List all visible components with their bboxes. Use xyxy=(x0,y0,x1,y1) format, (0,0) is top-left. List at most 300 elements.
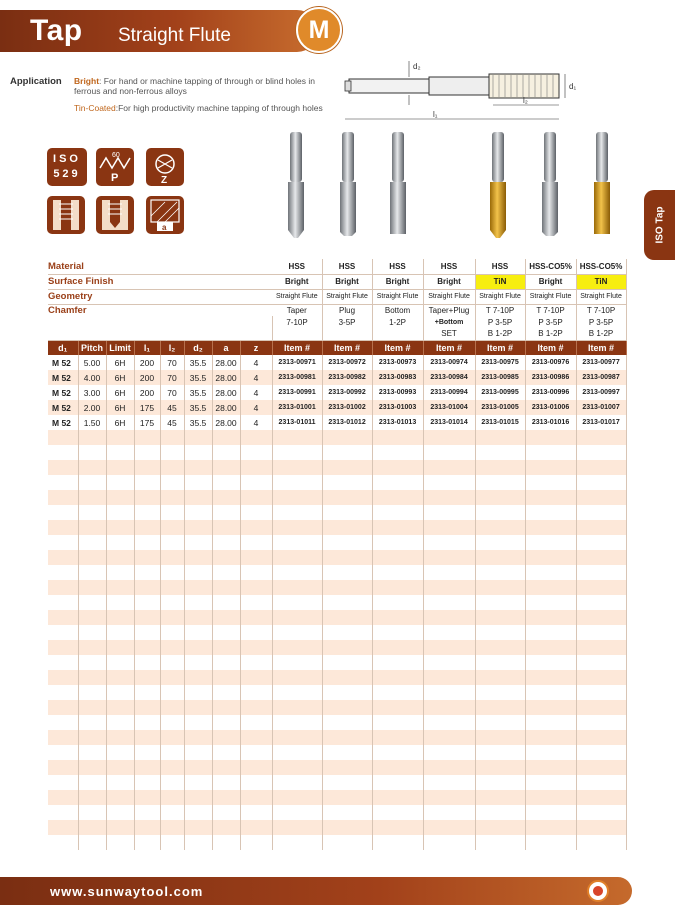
surface-cell: Bright xyxy=(423,274,475,289)
empty-cell xyxy=(576,760,626,775)
empty-cell xyxy=(576,475,626,490)
empty-cell xyxy=(272,460,322,475)
empty-cell xyxy=(48,760,78,775)
angle-text: 60 xyxy=(112,152,120,159)
column-header: z xyxy=(240,340,272,355)
chamfer-cell: Taper xyxy=(272,304,322,316)
empty-cell xyxy=(475,550,525,565)
item-number-cell: 2313-01016 xyxy=(525,415,576,430)
empty-cell xyxy=(525,805,576,820)
empty-cell xyxy=(78,655,106,670)
empty-cell xyxy=(372,565,423,580)
empty-cell xyxy=(184,775,212,790)
empty-cell xyxy=(160,805,184,820)
empty-cell xyxy=(475,640,525,655)
empty-cell xyxy=(525,445,576,460)
empty-cell xyxy=(212,430,240,445)
empty-cell xyxy=(106,580,134,595)
empty-cell xyxy=(423,520,475,535)
empty-cell xyxy=(475,460,525,475)
empty-table-row xyxy=(48,835,626,850)
empty-cell xyxy=(322,820,372,835)
empty-cell xyxy=(48,685,78,700)
geometry-cell: Straight Flute xyxy=(576,289,626,304)
tap-photo-1 xyxy=(288,132,304,238)
empty-cell xyxy=(423,505,475,520)
bright-key: Bright xyxy=(74,76,100,86)
empty-cell xyxy=(160,790,184,805)
empty-table-row xyxy=(48,550,626,565)
item-number-cell: 2313-01007 xyxy=(576,400,626,415)
surface-cell: Bright xyxy=(272,274,322,289)
empty-cell xyxy=(576,790,626,805)
empty-cell xyxy=(272,610,322,625)
empty-cell xyxy=(106,430,134,445)
table-cell: M 52 xyxy=(48,355,78,370)
empty-cell xyxy=(48,700,78,715)
empty-cell xyxy=(134,475,160,490)
empty-cell xyxy=(525,520,576,535)
table-cell: M 52 xyxy=(48,370,78,385)
empty-cell xyxy=(272,565,322,580)
empty-cell xyxy=(134,745,160,760)
empty-cell xyxy=(48,640,78,655)
column-header: Item # xyxy=(576,340,626,355)
surface-cell: Bright xyxy=(322,274,372,289)
empty-cell xyxy=(272,775,322,790)
empty-cell xyxy=(134,685,160,700)
empty-cell xyxy=(134,535,160,550)
empty-cell xyxy=(475,655,525,670)
item-number-cell: 2313-01005 xyxy=(475,400,525,415)
empty-cell xyxy=(134,775,160,790)
empty-cell xyxy=(212,670,240,685)
empty-cell xyxy=(48,430,78,445)
empty-cell xyxy=(240,475,272,490)
empty-cell xyxy=(106,535,134,550)
chamfer-cell: Taper+Plug xyxy=(423,304,475,316)
empty-cell xyxy=(106,475,134,490)
chamfer-cell: B 1-2P xyxy=(475,328,525,340)
empty-cell xyxy=(184,760,212,775)
empty-cell xyxy=(525,490,576,505)
empty-cell xyxy=(525,760,576,775)
thread-angle-icon xyxy=(96,148,134,186)
empty-cell xyxy=(134,625,160,640)
chamfer-cell xyxy=(322,328,372,340)
empty-table-row xyxy=(48,640,626,655)
geometry-row xyxy=(48,289,626,304)
empty-cell xyxy=(475,715,525,730)
empty-cell xyxy=(212,490,240,505)
empty-cell xyxy=(475,445,525,460)
item-number-cell: 2313-00977 xyxy=(576,355,626,370)
empty-cell xyxy=(212,520,240,535)
empty-cell xyxy=(475,745,525,760)
empty-cell xyxy=(134,520,160,535)
empty-cell xyxy=(48,595,78,610)
empty-cell xyxy=(576,445,626,460)
empty-cell xyxy=(576,520,626,535)
empty-cell xyxy=(475,610,525,625)
footer-url[interactable]: www.sunwaytool.com xyxy=(50,884,204,899)
empty-cell xyxy=(475,790,525,805)
empty-cell xyxy=(78,760,106,775)
empty-cell xyxy=(134,805,160,820)
empty-cell xyxy=(322,805,372,820)
empty-cell xyxy=(423,655,475,670)
geometry-label: Geometry xyxy=(48,289,272,304)
empty-cell xyxy=(475,520,525,535)
empty-cell xyxy=(78,640,106,655)
table-cell: 4 xyxy=(240,385,272,400)
empty-cell xyxy=(134,730,160,745)
empty-cell xyxy=(322,445,372,460)
empty-cell xyxy=(423,610,475,625)
empty-cell xyxy=(134,790,160,805)
empty-cell xyxy=(322,640,372,655)
empty-cell xyxy=(184,445,212,460)
empty-cell xyxy=(78,445,106,460)
table-cell: 200 xyxy=(134,355,160,370)
empty-cell xyxy=(160,745,184,760)
empty-cell xyxy=(160,610,184,625)
empty-cell xyxy=(423,685,475,700)
item-number-cell: 2313-01013 xyxy=(372,415,423,430)
geometry-cell: Straight Flute xyxy=(372,289,423,304)
chamfer-cell xyxy=(372,328,423,340)
empty-cell xyxy=(525,790,576,805)
label-d2: d₂ xyxy=(413,62,421,71)
empty-cell xyxy=(576,715,626,730)
empty-table-row xyxy=(48,535,626,550)
empty-cell xyxy=(48,535,78,550)
empty-cell xyxy=(272,430,322,445)
empty-cell xyxy=(272,535,322,550)
empty-cell xyxy=(134,430,160,445)
empty-cell xyxy=(576,655,626,670)
empty-cell xyxy=(160,775,184,790)
empty-cell xyxy=(423,715,475,730)
empty-cell xyxy=(212,610,240,625)
empty-cell xyxy=(78,490,106,505)
empty-cell xyxy=(272,625,322,640)
empty-cell xyxy=(106,760,134,775)
item-number-cell: 2313-00971 xyxy=(272,355,322,370)
empty-cell xyxy=(134,640,160,655)
empty-cell xyxy=(160,475,184,490)
empty-cell xyxy=(240,520,272,535)
empty-cell xyxy=(423,670,475,685)
table-cell: 70 xyxy=(160,385,184,400)
empty-cell xyxy=(184,820,212,835)
empty-cell xyxy=(576,580,626,595)
empty-cell xyxy=(48,775,78,790)
item-number-cell: 2313-01014 xyxy=(423,415,475,430)
empty-cell xyxy=(372,580,423,595)
empty-cell xyxy=(184,655,212,670)
chamfer-cell: P 3-5P xyxy=(525,316,576,328)
empty-cell xyxy=(48,715,78,730)
iso-text: ISO xyxy=(53,153,81,165)
chamfer-row-3 xyxy=(48,328,626,340)
empty-cell xyxy=(423,775,475,790)
empty-cell xyxy=(322,550,372,565)
empty-cell xyxy=(475,595,525,610)
page-subtitle: Straight Flute xyxy=(118,25,231,46)
empty-table-row xyxy=(48,565,626,580)
empty-table-row xyxy=(48,685,626,700)
empty-cell xyxy=(423,460,475,475)
empty-cell xyxy=(134,670,160,685)
empty-cell xyxy=(212,460,240,475)
empty-cell xyxy=(576,805,626,820)
empty-cell xyxy=(475,805,525,820)
empty-table-row xyxy=(48,580,626,595)
empty-table-row xyxy=(48,715,626,730)
column-header: a xyxy=(212,340,240,355)
empty-cell xyxy=(322,655,372,670)
empty-cell xyxy=(322,505,372,520)
empty-cell xyxy=(272,745,322,760)
empty-cell xyxy=(240,700,272,715)
empty-cell xyxy=(272,790,322,805)
empty-cell xyxy=(475,505,525,520)
item-number-cell: 2313-00992 xyxy=(322,385,372,400)
empty-cell xyxy=(106,445,134,460)
empty-cell xyxy=(184,490,212,505)
empty-cell xyxy=(475,490,525,505)
empty-cell xyxy=(372,730,423,745)
empty-cell xyxy=(48,820,78,835)
empty-cell xyxy=(240,430,272,445)
empty-cell xyxy=(372,640,423,655)
empty-cell xyxy=(322,580,372,595)
empty-cell xyxy=(212,700,240,715)
table-cell: 28.00 xyxy=(212,400,240,415)
empty-table-row xyxy=(48,745,626,760)
empty-cell xyxy=(240,730,272,745)
empty-cell xyxy=(272,760,322,775)
item-number-cell: 2313-00994 xyxy=(423,385,475,400)
blind-hole-icon xyxy=(96,196,134,234)
column-header: Item # xyxy=(372,340,423,355)
empty-cell xyxy=(272,715,322,730)
empty-cell xyxy=(576,565,626,580)
empty-cell xyxy=(106,730,134,745)
geometry-cell: Straight Flute xyxy=(475,289,525,304)
empty-cell xyxy=(525,565,576,580)
item-number-cell: 2313-01017 xyxy=(576,415,626,430)
flute-count-icon xyxy=(146,148,184,186)
empty-cell xyxy=(576,625,626,640)
empty-cell xyxy=(106,640,134,655)
empty-cell xyxy=(184,670,212,685)
empty-cell xyxy=(160,730,184,745)
empty-cell xyxy=(322,670,372,685)
empty-cell xyxy=(240,610,272,625)
empty-cell xyxy=(160,760,184,775)
application-tin xyxy=(74,103,324,113)
empty-cell xyxy=(240,805,272,820)
empty-cell xyxy=(525,730,576,745)
page-header xyxy=(0,6,345,56)
material-row xyxy=(48,259,626,274)
empty-cell xyxy=(212,715,240,730)
empty-cell xyxy=(212,760,240,775)
empty-cell xyxy=(322,610,372,625)
tap-photo-5 xyxy=(542,132,558,236)
item-number-cell: 2313-00973 xyxy=(372,355,423,370)
chamfer-cell: Plug xyxy=(322,304,372,316)
item-number-cell: 2313-00974 xyxy=(423,355,475,370)
empty-cell xyxy=(106,820,134,835)
empty-table-row xyxy=(48,460,626,475)
empty-cell xyxy=(212,550,240,565)
empty-cell xyxy=(322,760,372,775)
page-title: Tap xyxy=(30,14,83,47)
empty-cell xyxy=(48,730,78,745)
empty-cell xyxy=(372,610,423,625)
empty-cell xyxy=(576,490,626,505)
empty-cell xyxy=(475,820,525,835)
empty-cell xyxy=(475,535,525,550)
empty-cell xyxy=(240,715,272,730)
empty-cell xyxy=(134,655,160,670)
empty-cell xyxy=(240,490,272,505)
item-number-cell: 2313-00995 xyxy=(475,385,525,400)
item-number-cell: 2313-01015 xyxy=(475,415,525,430)
empty-cell xyxy=(240,580,272,595)
empty-cell xyxy=(322,520,372,535)
table-cell: 200 xyxy=(134,370,160,385)
empty-cell xyxy=(134,550,160,565)
empty-cell xyxy=(525,745,576,760)
empty-cell xyxy=(212,775,240,790)
empty-cell xyxy=(106,595,134,610)
empty-table-row xyxy=(48,775,626,790)
empty-cell xyxy=(272,820,322,835)
table-cell: 28.00 xyxy=(212,370,240,385)
chamfer-cell: B 1-2P xyxy=(576,328,626,340)
empty-table-row xyxy=(48,610,626,625)
table-row xyxy=(48,385,626,400)
table-cell: 175 xyxy=(134,415,160,430)
empty-cell xyxy=(134,700,160,715)
empty-cell xyxy=(184,565,212,580)
column-header: l₂ xyxy=(160,340,184,355)
empty-cell xyxy=(106,490,134,505)
empty-cell xyxy=(322,535,372,550)
empty-cell xyxy=(272,490,322,505)
empty-cell xyxy=(576,460,626,475)
empty-cell xyxy=(372,760,423,775)
empty-table-row xyxy=(48,730,626,745)
item-number-cell: 2313-01012 xyxy=(322,415,372,430)
table-cell: M 52 xyxy=(48,385,78,400)
empty-table-row xyxy=(48,760,626,775)
empty-cell xyxy=(475,775,525,790)
chamfer-cell: T 7-10P xyxy=(576,304,626,316)
label-l1: l₁ xyxy=(433,110,438,119)
empty-cell xyxy=(212,835,240,850)
empty-cell xyxy=(106,700,134,715)
item-number-cell: 2313-00984 xyxy=(423,370,475,385)
empty-cell xyxy=(525,430,576,445)
empty-cell xyxy=(525,835,576,850)
empty-cell xyxy=(475,700,525,715)
empty-cell xyxy=(322,565,372,580)
item-number-cell: 2313-01011 xyxy=(272,415,322,430)
empty-cell xyxy=(272,550,322,565)
material-cell: HSS-CO5% xyxy=(576,259,626,274)
empty-cell xyxy=(48,565,78,580)
geometry-cell: Straight Flute xyxy=(525,289,576,304)
item-number-cell: 2313-00975 xyxy=(475,355,525,370)
empty-cell xyxy=(372,550,423,565)
empty-table-row xyxy=(48,805,626,820)
empty-cell xyxy=(184,595,212,610)
empty-cell xyxy=(48,610,78,625)
empty-cell xyxy=(525,595,576,610)
empty-cell xyxy=(106,625,134,640)
table-cell: M 52 xyxy=(48,400,78,415)
empty-cell xyxy=(322,715,372,730)
empty-cell xyxy=(160,685,184,700)
empty-cell xyxy=(78,460,106,475)
empty-cell xyxy=(240,745,272,760)
item-number-cell: 2313-01006 xyxy=(525,400,576,415)
empty-cell xyxy=(106,805,134,820)
chamfer-label-fill xyxy=(48,316,272,328)
empty-cell xyxy=(475,475,525,490)
empty-cell xyxy=(184,640,212,655)
table-row xyxy=(48,370,626,385)
empty-cell xyxy=(184,745,212,760)
empty-cell xyxy=(372,445,423,460)
empty-cell xyxy=(184,625,212,640)
chamfer-cell: +Bottom xyxy=(423,316,475,328)
material-cell: HSS xyxy=(372,259,423,274)
empty-cell xyxy=(134,565,160,580)
table-cell: 2.00 xyxy=(78,400,106,415)
product-table xyxy=(48,259,627,850)
empty-cell xyxy=(78,520,106,535)
empty-cell xyxy=(160,550,184,565)
empty-cell xyxy=(576,730,626,745)
empty-cell xyxy=(372,520,423,535)
empty-cell xyxy=(240,685,272,700)
column-header: Pitch xyxy=(78,340,106,355)
empty-cell xyxy=(134,610,160,625)
empty-cell xyxy=(48,445,78,460)
empty-cell xyxy=(322,835,372,850)
chamfer-cell xyxy=(272,328,322,340)
empty-cell xyxy=(160,835,184,850)
empty-table-row xyxy=(48,490,626,505)
empty-cell xyxy=(184,805,212,820)
empty-table-row xyxy=(48,670,626,685)
table-cell: 6H xyxy=(106,355,134,370)
table-cell: 4 xyxy=(240,370,272,385)
empty-cell xyxy=(184,580,212,595)
empty-cell xyxy=(78,805,106,820)
empty-cell xyxy=(78,715,106,730)
empty-cell xyxy=(423,535,475,550)
empty-cell xyxy=(272,505,322,520)
empty-cell xyxy=(48,580,78,595)
empty-cell xyxy=(184,460,212,475)
